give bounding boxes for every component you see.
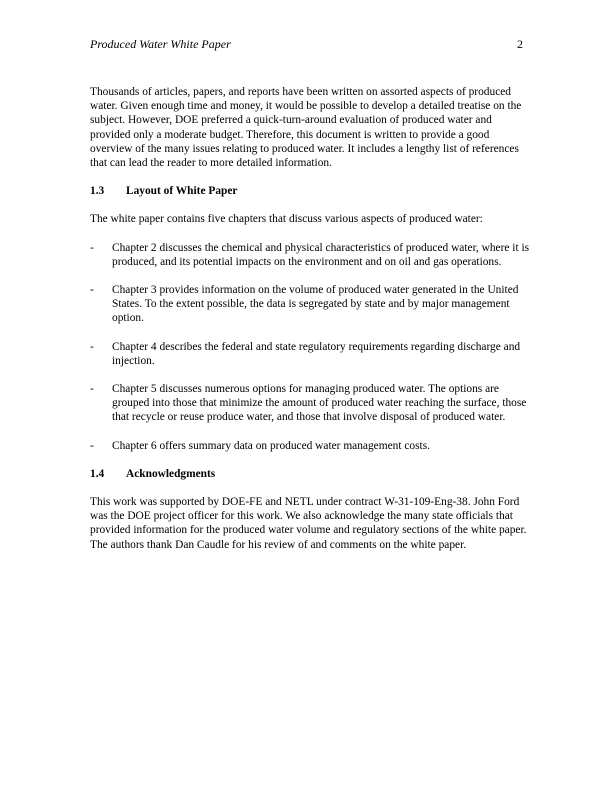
section-lead: The white paper contains five chapters that discuss various aspects of produced water: <box>90 213 483 226</box>
running-title: Produced Water White Paper <box>90 37 231 51</box>
list-item-text: Chapter 3 provides information on the volume of produced water generated in the United States. To the extent possible, the data is segregated by state and by major management option. <box>112 284 519 325</box>
section-heading-1-3 <box>90 184 530 198</box>
bullet-marker: - <box>90 439 94 452</box>
list-item <box>90 283 530 326</box>
section-number: 1.3 <box>90 185 105 198</box>
list-item <box>90 382 530 425</box>
bullet-marker: - <box>90 241 94 254</box>
section-title: Acknowledgments <box>126 467 216 480</box>
bullet-marker: - <box>90 284 94 297</box>
list-item-text: Chapter 2 discusses the chemical and physical characteristics of produced water, where it is produced, and its potential impacts on the environment and on oil and gas operations. <box>112 241 530 268</box>
list-item <box>90 439 530 453</box>
bullet-marker: - <box>90 340 94 353</box>
bullet-marker: - <box>90 383 94 396</box>
intro-paragraph: Thousands of articles, papers, and reports have been written on assorted aspects of produced water. Given enough time and money, it would be possible to develop a detailed treatise on the subject. However, DOE preferred a quick-turn-around evaluation of produced water and provided only a moderate budget. Therefore, this document is written to provide a good overview of the many issues relating to produced water. It includes a lengthy list of references that can lead the reader to more detailed information. <box>90 86 522 170</box>
section-title: Layout of White Paper <box>126 185 238 198</box>
page-number: 2 <box>517 37 523 51</box>
list-item <box>90 340 530 368</box>
list-item-text: Chapter 5 discusses numerous options for managing produced water. The options are grouped into those that minimize the amount of produced water reaching the surface, those that recycle or reuse produce water, and those that involve disposal of produced water. <box>112 383 527 424</box>
list-item-text: Chapter 4 describes the federal and state regulatory requirements regarding discharge and injection. <box>112 340 521 367</box>
acknowledgments-paragraph: This work was supported by DOE-FE and NETL under contract W-31-109-Eng-38. John Ford was the DOE project officer for this work. We also acknowledge the many state officials that provided information for the produced water volume and regulatory sections of the white paper. The authors thank Dan Caudle for his review of and comments on the white paper. <box>90 496 527 551</box>
list-item <box>90 241 530 269</box>
page-header <box>90 37 523 53</box>
section-heading-1-4 <box>90 467 530 481</box>
chapter-list <box>90 241 530 453</box>
list-item-text: Chapter 6 offers summary data on produced water management costs. <box>112 439 430 452</box>
section-number: 1.4 <box>90 467 105 480</box>
page-body <box>90 85 530 552</box>
